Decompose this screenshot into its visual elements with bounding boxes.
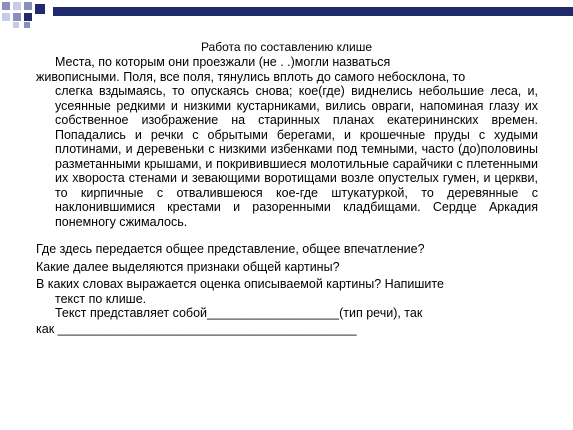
passage-first-line: Места, по которым они проезжали (не . .)могли назваться (55, 55, 391, 69)
question-3-line-1: В каких словах выражается оценка описываемой картины? Напишите (36, 277, 444, 291)
decor-square (24, 22, 30, 28)
question-3-line-2: текст по клише. (55, 291, 147, 306)
decor-square (2, 2, 10, 10)
decor-square (24, 13, 32, 21)
question-1: Где здесь передается общее представление, общее впечатление? (36, 242, 425, 256)
question-3 (36, 277, 538, 306)
decor-square (13, 2, 21, 10)
decor-square (13, 22, 19, 28)
passage-second-line: живописными. Поля, все поля, тянулись вплоть до самого небосклона, то (36, 69, 466, 84)
decor-square (35, 4, 45, 14)
decor-square (2, 13, 10, 21)
decor-bar-dark (53, 7, 573, 16)
question-2: Какие далее выделяются признаки общей картины? (36, 260, 340, 274)
decor-square (0, 0, 573, 2)
slide-title: Работа по составлению клише (200, 40, 373, 54)
passage-rest: слегка вздымаясь, то опускаясь снова; кое(где) виднелись небольшие леса, и, усеянные редкими и низкими кустарниками, вились овраги, напоминая глазу их собственное изображение на старинных планах екатерининских времен. Попадались и речки с обрытыми берегами, и крошечные пруды с худыми плотинами, и деревеньки с низкими избенками под темными, часто (до)половины разметанными крышами, и покривившиеся молотильные сарайчики с плетенными их хвороста стенами и зевающими воротищами возле опустелых гумен, и церкви, то кирпичные с отвалившеюся кое-где штукатуркой, то деревянные с наклонившимися крестами и разоренными кладбищами. Сердце Аркадия понемногу сжималось. (55, 84, 538, 229)
task-line-2: как ___________________________________________ (36, 322, 357, 336)
task-line-1: Текст представляет собой___________________(тип речи), так (55, 306, 423, 320)
decor-square (24, 2, 32, 10)
passage-paragraph (36, 55, 538, 229)
decor-square (13, 13, 21, 21)
decorative-squares-banner (0, 0, 573, 30)
